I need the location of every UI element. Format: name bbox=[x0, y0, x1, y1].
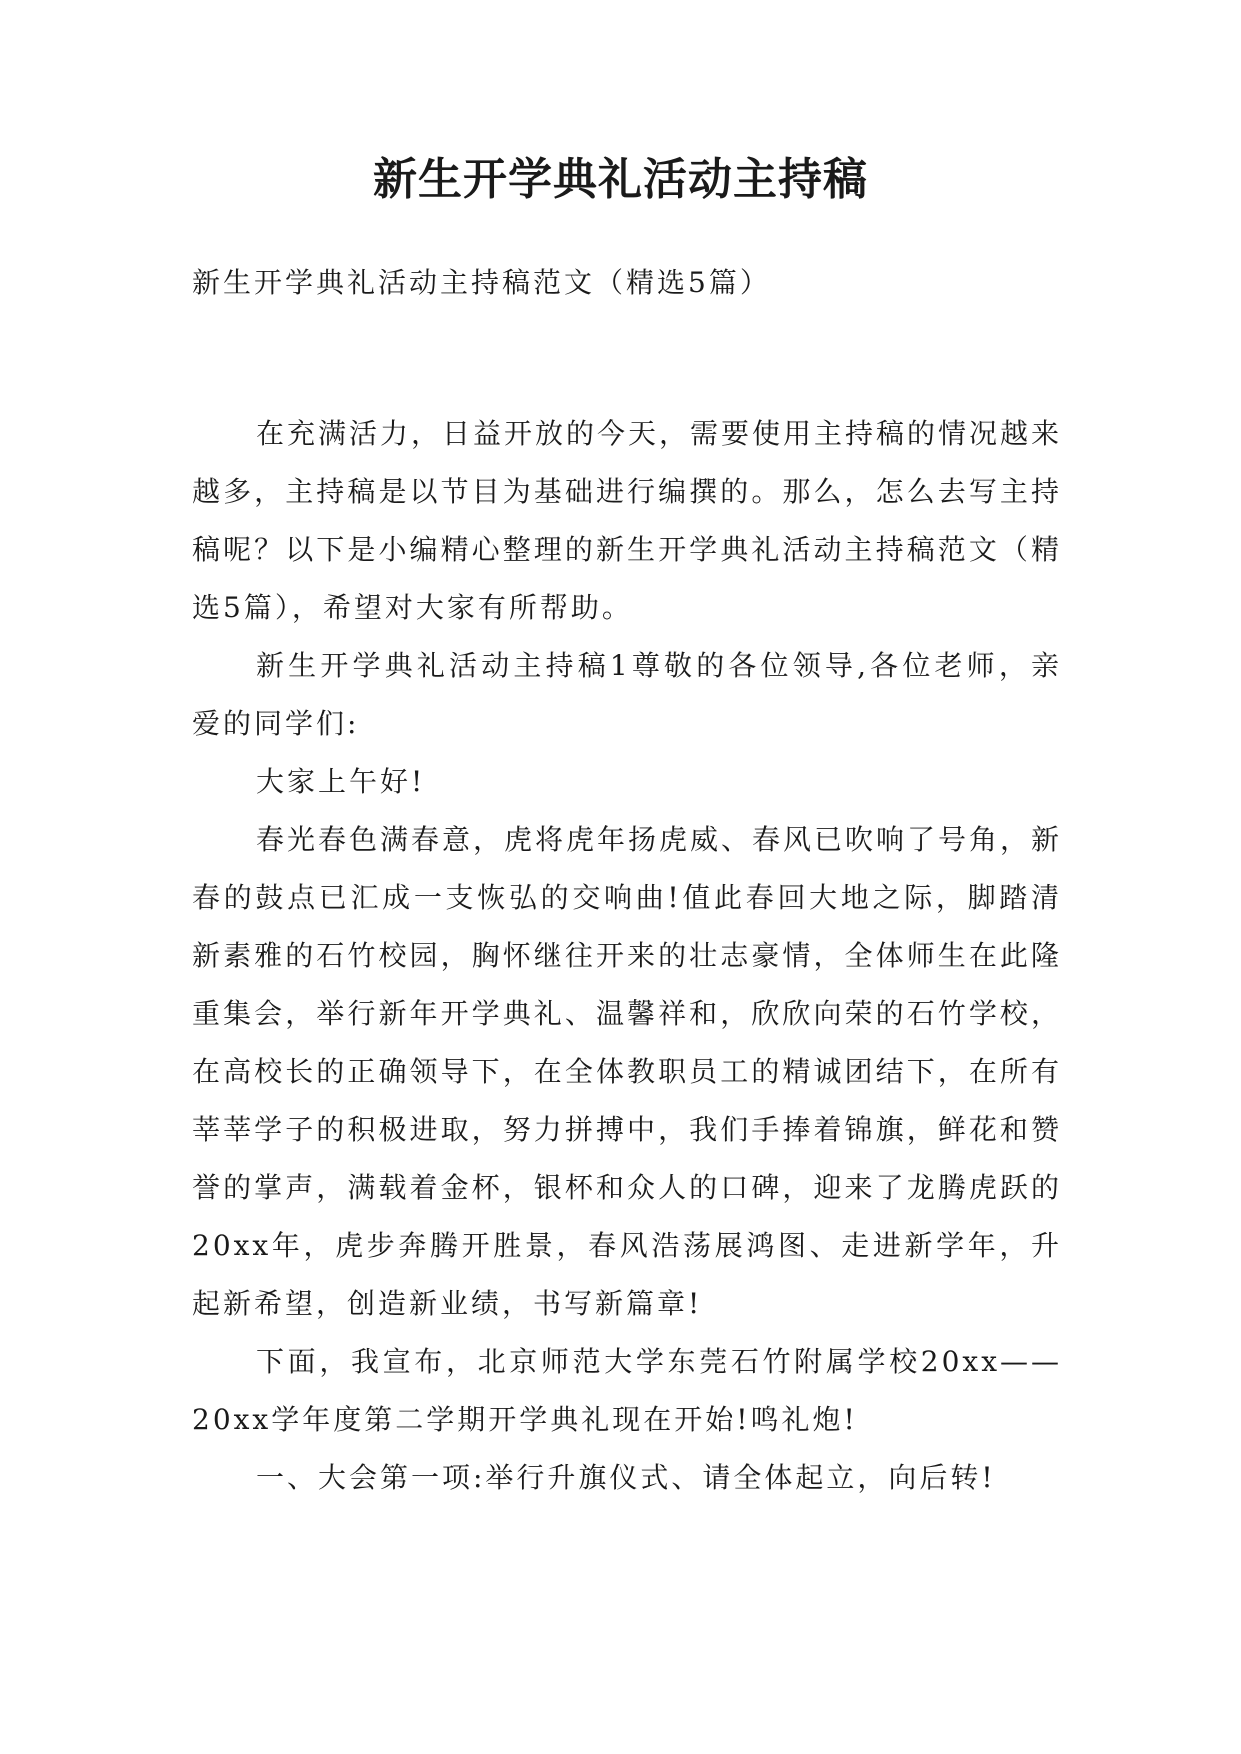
paragraph-greeting-opening: 新生开学典礼活动主持稿1尊敬的各位领导,各位老师，亲爱的同学们: bbox=[192, 649, 1062, 740]
document-body bbox=[192, 405, 1062, 1507]
paragraph-good-morning: 大家上午好! bbox=[256, 765, 426, 798]
document-subtitle: 新生开学典礼活动主持稿范文（精选5篇） bbox=[192, 266, 771, 299]
paragraph-item-one: 一、大会第一项:举行升旗仪式、请全体起立，向后转! bbox=[256, 1461, 996, 1494]
document-title: 新生开学典礼活动主持稿 bbox=[373, 154, 868, 205]
paragraph-announcement: 下面，我宣布，北京师范大学东莞石竹附属学校20xx——20xx学年度第二学期开学典礼现在开始!鸣礼炮! bbox=[192, 1345, 1062, 1436]
paragraph-spring-speech: 春光春色满春意，虎将虎年扬虎威、春风已吹响了号角，新春的鼓点已汇成一支恢弘的交响曲!值此春回大地之际，脚踏清新素雅的石竹校园，胸怀继往开来的壮志豪情，全体师生在此隆重集会，举行新年开学典礼、温馨祥和，欣欣向荣的石竹学校，在高校长的正确领导下，在全体教职员工的精诚团结下，在所有莘莘学子的积极进取，努力拼搏中，我们手捧着锦旗，鲜花和赞誉的掌声，满载着金杯，银杯和众人的口碑，迎来了龙腾虎跃的20xx年，虎步奔腾开胜景，春风浩荡展鸿图、走进新学年，升起新希望，创造新业绩，书写新篇章! bbox=[192, 823, 1063, 1320]
paragraph-intro: 在充满活力，日益开放的今天，需要使用主持稿的情况越来越多，主持稿是以节目为基础进行编撰的。那么，怎么去写主持稿呢？以下是小编精心整理的新生开学典礼活动主持稿范文（精选5篇），希望对大家有所帮助。 bbox=[192, 417, 1063, 624]
